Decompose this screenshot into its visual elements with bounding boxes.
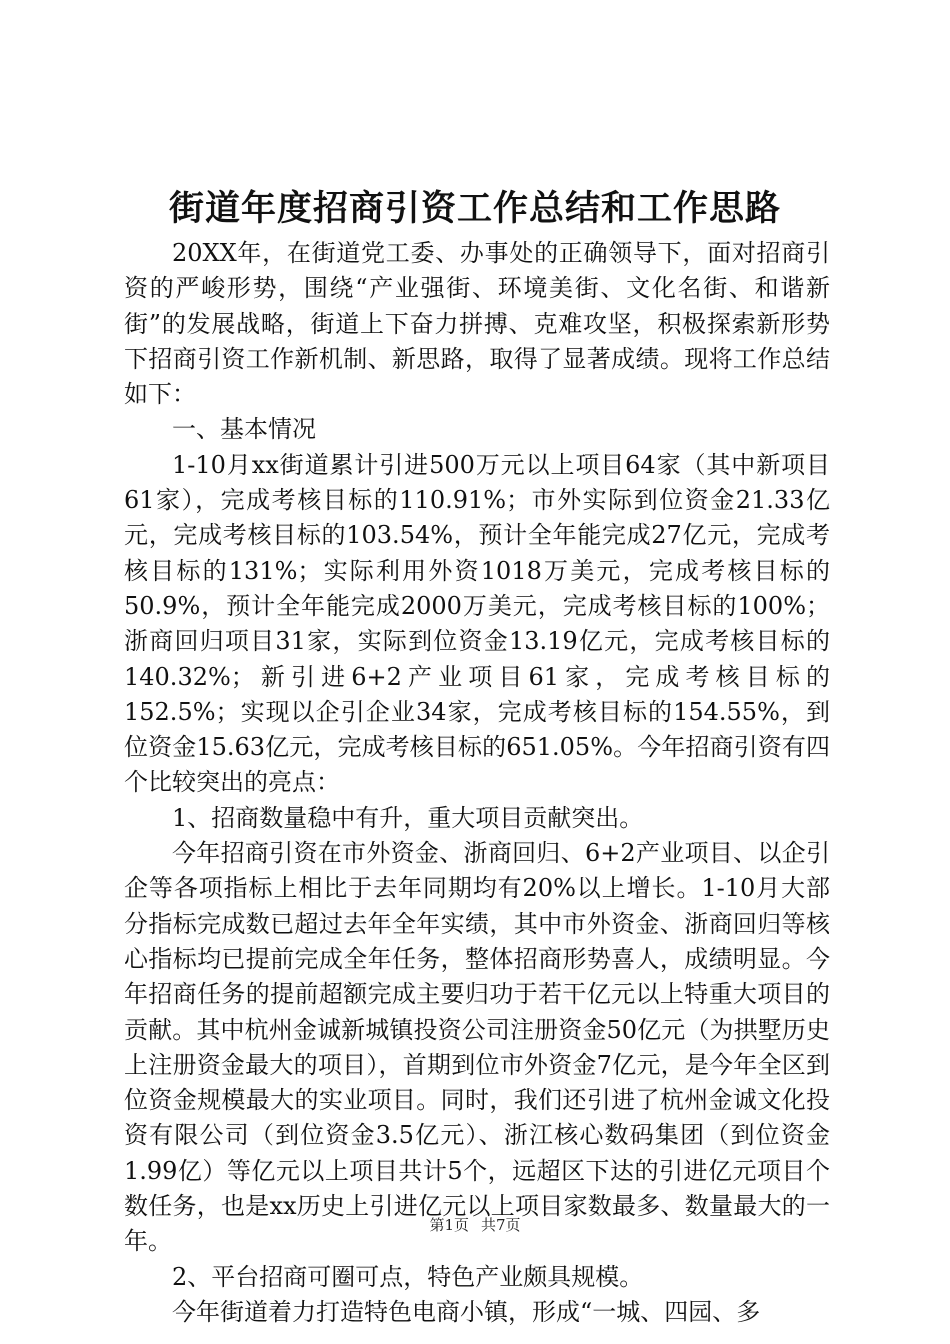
- document-body: [124, 236, 830, 1330]
- highlight-heading-1: 1、招商数量稳中有升，重大项目贡献突出。: [172, 803, 644, 832]
- page-total: 共7页: [481, 1216, 521, 1234]
- page-footer: [0, 1213, 950, 1237]
- highlight-paragraph-2: 今年街道着力打造特色电商小镇，形成“一城、四园、多: [172, 1297, 761, 1326]
- intro-paragraph: 20XX年，在街道党工委、办事处的正确领导下，面对招商引资的严峻形势，围绕“产业强街、环境美街、文化名街、和谐新街”的发展战略，街道上下奋力拼搏、克难攻坚，积极探索新形势下招商引资工作新机制、新思路，取得了显著成绩。现将工作总结如下：: [124, 239, 830, 409]
- highlight-heading-2: 2、平台招商可圈可点，特色产业颇具规模。: [172, 1262, 644, 1291]
- section-heading-basic-situation: 一、基本情况: [172, 415, 316, 444]
- document-title: 街道年度招商引资工作总结和工作思路: [168, 188, 781, 229]
- statistics-paragraph: 1-10月xx街道累计引进500万元以上项目64家（其中新项目61家），完成考核目标的110.91%；市外实际到位资金21.33亿元，完成考核目标的103.54%，预计全年能完成27亿元，完成考核目标的131%；实际利用外资1018万美元，完成考核目标的50.9%，预计全年能完成2000万美元，完成考核目标的100%；浙商回归项目31家，实际到位资金13.19亿元，完成考核目标的140.32%；新引进6+2产业项目61家，完成考核目标的152.5%；实现以企引企业34家，完成考核目标的154.55%，到位资金15.63亿元，完成考核目标的651.05%。今年招商引资有四个比较突出的亮点：: [124, 450, 830, 797]
- page-number: 第1页: [429, 1216, 469, 1234]
- highlight-paragraph-1: 今年招商引资在市外资金、浙商回归、6+2产业项目、以企引企等各项指标上相比于去年同期均有20%以上增长。1-10月大部分指标完成数已超过去年全年实绩，其中市外资金、浙商回归等核心指标均已提前完成全年任务，整体招商形势喜人，成绩明显。今年招商任务的提前超额完成主要归功于若干亿元以上特重大项目的贡献。其中杭州金诚新城镇投资公司注册资金50亿元（为拱墅历史上注册资金最大的项目），首期到位市外资金7亿元，是今年全区到位资金规模最大的实业项目。同时，我们还引进了杭州金诚文化投资有限公司（到位资金3.5亿元）、浙江核心数码集团（到位资金1.99亿）等亿元以上项目共计5个，远超区下达的引进亿元项目个数任务，也是xx历史上引进亿元以上项目家数最多、数量最大的一年。: [124, 839, 830, 1256]
